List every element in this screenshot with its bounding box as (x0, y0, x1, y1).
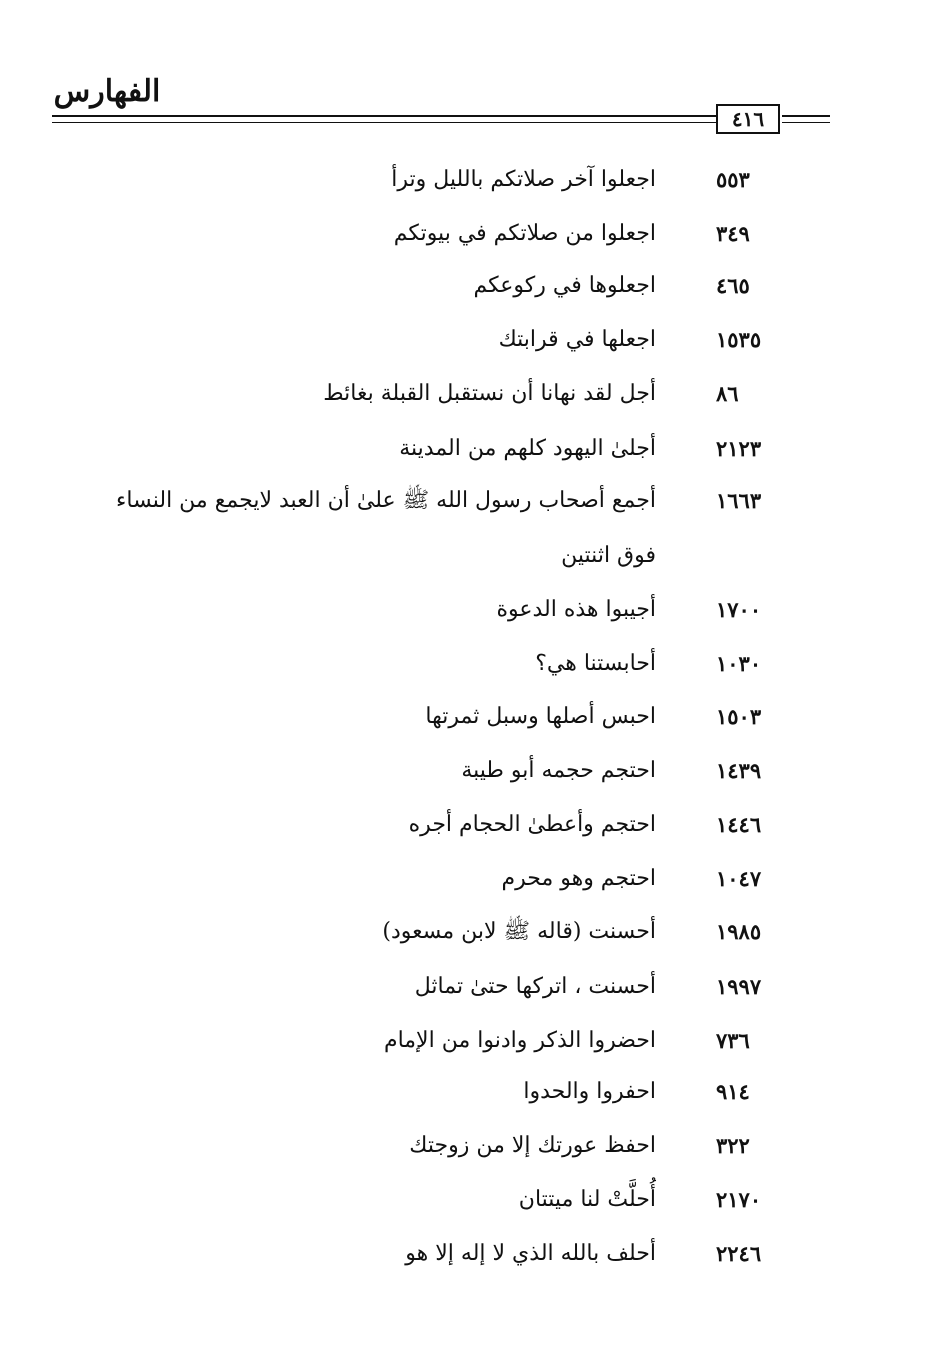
entry-text: احفروا والحدوا (523, 1079, 656, 1104)
entry-number: ١٤٣٩ (716, 758, 762, 783)
entry-text: أحسنت (قاله ﷺ لابن مسعود) (382, 919, 656, 944)
entry-number: ١٩٩٧ (716, 974, 762, 999)
entry-number: ١٧٠٠ (716, 597, 762, 622)
page-number: ٤١٦ (716, 104, 780, 134)
entry-number: ٢١٧٠ (716, 1187, 762, 1212)
entry-number: ٢٢٤٦ (716, 1241, 762, 1266)
entry-text: اجعلها في قرابتك (498, 327, 656, 352)
entry-number: ٩١٤ (716, 1079, 750, 1104)
entry-number: ١٩٨٥ (716, 919, 762, 944)
entry-number: ٤٦٥ (716, 273, 750, 298)
entry-number: ٧٣٦ (716, 1028, 750, 1053)
entry-text: اجعلوا آخر صلاتكم بالليل وترأ (391, 167, 656, 192)
entry-text: احتجم وهو محرم (501, 866, 656, 891)
entry-text: احبس أصلها وسبل ثمرتها (425, 704, 656, 729)
entry-number: ٣٤٩ (716, 221, 750, 246)
entry-text: احفظ عورتك إلا من زوجتك (409, 1133, 656, 1158)
entry-number: ١٦٦٣ (716, 488, 762, 513)
entry-number: ١٤٤٦ (716, 812, 762, 837)
entry-number: ٥٥٣ (716, 167, 750, 192)
entry-text: أُحلَّتْ لنا ميتتان (518, 1187, 656, 1212)
entry-text: احضروا الذكر وادنوا من الإمام (383, 1028, 656, 1053)
entry-number: ١٠٣٠ (716, 651, 762, 676)
entry-text: أجلىٰ اليهود كلهم من المدينة (399, 436, 656, 461)
entry-text: احتجم وأعطىٰ الحجام أجره (408, 812, 656, 837)
entry-text: أحابستنا هي؟ (535, 651, 656, 676)
entry-number: ١٥٠٣ (716, 704, 762, 729)
entry-text: أحلف بالله الذي لا إله إلا هو (405, 1241, 656, 1266)
running-title: الفهارس (53, 74, 161, 109)
entry-text: اجعلوها في ركوعكم (473, 273, 656, 298)
entry-number: ٨٦ (716, 381, 739, 406)
entry-text: اجعلوا من صلاتكم في بيوتكم (393, 221, 656, 246)
entry-number: ٣٢٢ (716, 1133, 750, 1158)
entry-text: أجيبوا هذه الدعوة (496, 597, 656, 622)
entry-number: ١٠٤٧ (716, 866, 762, 891)
entry-text: أجمع أصحاب رسول الله ﷺ علىٰ أن العبد لايجمع من النساء (116, 488, 656, 513)
entry-number: ١٥٣٥ (716, 327, 762, 352)
entry-text: أجل لقد نهانا أن نستقبل القبلة بغائط (323, 381, 656, 406)
entry-text: أحسنت ، اتركها حتىٰ تماثل (414, 974, 656, 999)
entry-number: ٢١٢٣ (716, 436, 762, 461)
entry-text: احتجم حجمه أبو طيبة (461, 758, 656, 783)
entry-text-continuation: فوق اثنتين (561, 543, 656, 568)
